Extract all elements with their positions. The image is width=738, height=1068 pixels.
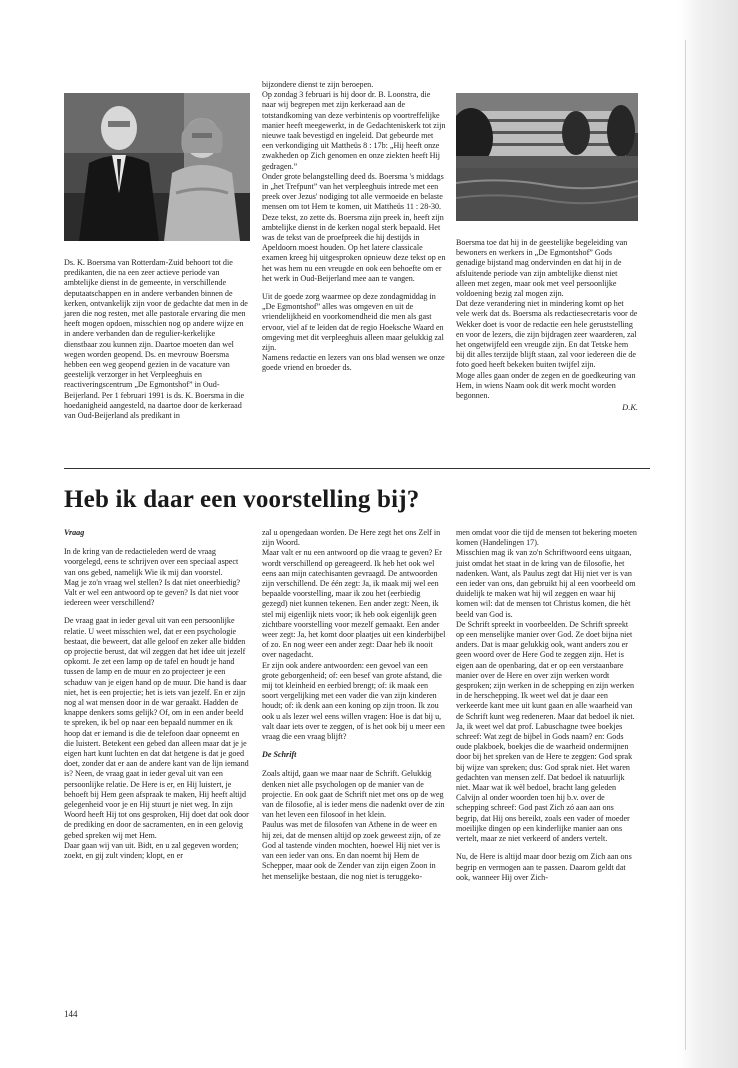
article-col1-para: In de kring van de redactieleden werd de vraag voorgelegd, eens te schrijven over een speciaal aspect van ons gebed, namelijk Wie ik mij dan voorstel. [64, 547, 239, 577]
top-col2-para: Op zondag 3 februari is hij door dr. B. Loonstra, die naar wij begrepen met zijn kerkeraad aan de totstandkoming van deze verbintenis op voortreffelijke manier heeft meegewerkt, in de Gedachteniskerk tot zijn nieuwe taak bevestigd en ingeleid. Dat gebeurde met een verkondiging uit Mattheüs 8 : 17b: „Hij heeft onze zwakheden op Zich genomen en onze ziekten heeft Hij gedragen.” [262, 90, 446, 171]
article-col2-para: Er zijn ook andere antwoorden: een gevoel van een grote geborgenheid; of: een besef van grote afstand, die mij tot kleinheid en eerbied brengt; of: ik maak een soort vergelijking met een vader die van zijn kinderen houdt; of: ik denk aan een koning op zijn troon. Ik zou ook u als lezer wel eens willen vragen: Hoe is dat bij u, valt daar iets over te zeggen, of is het ook bij u meer een vraag die een vraag blijft? [262, 660, 445, 742]
article-column-2 [262, 528, 446, 890]
top-column-3 [456, 238, 638, 412]
portrait-photo-illustration [64, 93, 250, 241]
author-signature: D.K. [622, 403, 638, 413]
article-col3-para: De Schrift spreekt in voorbeelden. De Schrift spreekt op een menselijke manier over God. Ze doet bijna niet anders. Dat is maar gelukkig ook, want anders zou er geen woord over de Here God te zeggen zijn. Het is eigen aan de openbaring, dat er op een verstaanbare manier over de Here en over zijn werken wordt gesproken; zijn werken in de schepping en zijn werken in de herschepping. Ik weet wel dat je daar een verkeerde kant mee uit kunt gaan en alle waarheid van de Schrift kunt weg redeneren. Maar dat bedoel ik niet. Ja, ik weet wel dat prof. Labuschagne twee boekjes schreef: Wat zegt de bijbel in Gods naam? en: Gods oude plakboek, boekjes die de waarheid ondermijnen door bij het spreken van de Here te zeggen: God sprak bij wijze van spreken; dus: God sprak niet. Het waren gedachten van mensen zelf. Dat bedoel ik natuurlijk niet. Maar wat ik wèl bedoel, bracht lang geleden Calvijn al onder woorden toen hij b.v. over de schepping schreef: God past Zich zó aan aan ons begrip, dat Hij ons bereikt, zoals een vader of moeder moeilijke dingen op een kinderlijke manier aan ons vertelt, maar ze niet verkeerd of anders vertelt. [456, 619, 635, 844]
portrait-photo [64, 93, 250, 241]
subhead-vraag: Vraag [64, 528, 85, 537]
article-column-3 [456, 528, 638, 891]
top-column-1 [64, 258, 250, 429]
top-col2-para: bijzondere dienst te zijn beroepen. [262, 80, 374, 89]
building-photo-illustration [456, 93, 638, 221]
top-col2-para: Onder grote belangstelling deed ds. Boersma 's middags in „het Trefpunt” van het verpleeghuis intrede met een preek over Jezus' nodiging tot alle vermoeide en belaste mensen om tot Hem te komen, uit Mattheüs 11 : 28-30. Deze tekst, zo zette ds. Boersma zijn preek in, heeft zijn ambtelijke dienst in de kerken nogal sterk bepaald. Het was de tekst van de proefpreek die hij destijds in Apeldoorn moest houden. Op het latere classicale examen kreeg hij uitgesproken opnieuw deze tekst op en het was hem nu een vreugde en ook een behoefte om er het werk in Oud-Beijerland mee aan te vangen. [262, 171, 446, 283]
article-title: Heb ik daar een voorstelling bij? [64, 486, 420, 513]
top-col3-para: Boersma toe dat hij in de geestelijke begeleiding van bewoners en werkers in „De Egmontshof” Gods genadige bijstand mag ondervinden en dat hij in de afsluitende periode van zijn ambtelijke dienst niet alleen met zegen, maar ook met veel persoonlijke voldoening bezig zal mogen zijn. [456, 238, 628, 299]
article-col2-para: Paulus was met de filosofen van Athene in de weer en hij zei, dat de mensen altijd op zoek geweest zijn, of ze God al tastende vinden mochten, hoewel Hij niet ver is van een ieder van ons. En dan noemt hij Hem de Schepper, maar ook de Zender van zijn eigen Zoon in het menselijke bestaan, die nog niet is teruggeko- [262, 820, 441, 881]
article-col3-para: Misschien mag ik van zo'n Schriftwoord eens uitgaan, juist omdat het staat in de kring van de filosofie, het nadenken. Want, als Paulus zegt dat Hij niet ver is van een ieder van ons, dan gebruikt hij al een voorbeeld om duidelijk te maken wat hij wil zeggen en waar hij komen wil: dat de mensen tot Christus komen, die hèt beeld van God is. [456, 548, 636, 619]
top-col2-para: Uit de goede zorg waarmee op deze zondagmiddag in „De Egmontshof” alles was omgeven en uit de vriendelijkheid en voorkomendheid die men als gast ervoor, viel af te leiden dat de regio Hoeksche Waard en omgeving met dit verpleeghuis alleen maar gelukkig zal zijn. [262, 292, 444, 353]
top-col1-para: Ds. K. Boersma van Rotterdam-Zuid behoort tot die predikanten, die na een zeer actieve periode van ambtelijke dienst in de gemeente, in verschillende deputaatschappen en in andere verbanden binnen de kerken, ontvankelijk zijn voor de gedachte dat men in de jaren die nog resten, met alle pastorale ervaring die men heeft mogen opdoen, misschien nog op andere wijze en in andere verbanden dan de regulier-kerkelijke dienstbaar zou kunnen zijn. Daartoe moeten dan wel wegen worden geopend. Ds. en mevrouw Boersma hebben een weg geopend gezien in de vacature van geestelijk verzorger in het Verpleeghuis en reactiveringscentrum „De Egmontshof” in Oud-Beijerland. Per 1 februari 1991 is ds. K. Boersma in die hoedanigheid aangesteld, na daartoe door de kerkeraad van Oud-Beijerland als predikant in [64, 258, 248, 421]
building-photo [456, 93, 638, 221]
article-col2-para: zal u opengedaan worden. De Here zegt het ons Zelf in zijn Woord. [262, 528, 441, 548]
page-edge-line [685, 40, 686, 1050]
top-column-2 [262, 80, 446, 382]
article-col2-para: Zoals altijd, gaan we maar naar de Schrift. Gelukkig denken niet alle psychologen op de manier van de projectie. En ook gaat de Schrift niet met ons op de weg van de filosofie, al is ieder mens die nadenkt over de zin van het leven een filosoof in het klein. [262, 769, 445, 820]
article-column-1 [64, 528, 250, 869]
top-col3-para: Moge alles gaan onder de zegen en de goedkeuring van Hem, in wiens Naam ook dit werk mocht worden begonnen. [456, 370, 636, 401]
top-col3-para: Dat deze verandering niet in mindering komt op het vele werk dat ds. Boersma als redactiesecretaris voor de Wekker doet is voor de redactie een hele geruststelling en voor de lezers, die zijn bijdragen zeer waarderen, zal het ongetwijfeld een vreugde zijn. En dat Tetske hem bij dit alles terzijde blijft staan, zal voor iedereen die de foto goed heeft bekeken buiten twijfel zijn. [456, 299, 638, 370]
subhead-schrift: De Schrift [262, 750, 297, 760]
article-col3-para: Nu, de Here is altijd maar door bezig om Zich aan ons begrip en vermogen aan te passen. Daarom geldt dat ook, wanneer Hij over Zich- [456, 852, 632, 882]
page-number: 144 [64, 1009, 78, 1019]
top-col2-para: Namens redactie en lezers van ons blad wensen we onze goede vriend en broeder ds. [262, 353, 445, 373]
article-col3-para: men omdat voor die tijd de mensen tot bekering moeten komen (Handelingen 17). [456, 528, 637, 548]
article-col1-para: De vraag gaat in ieder geval uit van een persoonlijke relatie. U weet misschien wel, dat er een psychologie bestaat, die beweert, dat alle geloof en zeker alle bidden op projectie berust, dat wil zeggen dat het idee uit jezelf opkomt. Je zet een lamp op de tafel en houdt je hand tussen de lamp en de muur en zo projecteer je een schaduw van je eigen hand op de muur. Die hand is daar niet, het is een projectie; het is iets van jezelf. En er zijn nog al wat mensen door in de war geraakt. Hadden de knappe denkers soms gelijk? Of, om in een ander beeld te spreken, ik bel op naar een bepaald nummer en ik hoop dat er iemand is die de telefoon daar opneemt en die luistert. Betekent een gebed dan alleen maar dat je je eigen hart kunt luchten en dat dat hetgene is dat je goed doet, zonder dat er aan de andere kant van de lijn iemand is? Neen, de vraag gaat in ieder geval uit van een persoonlijke relatie. De Here is er, en Hij luistert, je behoeft bij Hem geen afspraak te maken, Hij heeft altijd gelegenheid voor je en Hij stuurt je niet weg. In zijn Woord heeft Hij tot ons gesproken, Hij doet dat ook door de prediking en door de sacramenten, en in een gelovig gebed spreken wij met Hem. [64, 616, 249, 840]
article-col1-para: Mag je zo'n vraag wel stellen? Is dat niet oneerbiedig? Valt er wel een antwoord op te geven? Is dat niet voor iedereen weer verschillend? [64, 577, 241, 608]
section-divider [64, 468, 650, 469]
article-col2-para: Maar valt er nu een antwoord op die vraag te geven? Er wordt verschillend op gereageerd. Ik heb het ook wel eens aan mijn catechisanten gevraagd. De antwoorden zijn verschillend. De één zegt: Ja, ik maak mij wel een bepaalde voorstelling, maar ik zou het (eerbiedig gezegd) niet kunnen tekenen. Een ander zegt: Neen, ik stel mij eigenlijk niets voor; ik heb ook eigenlijk geen zichtbare voorstelling voor mezelf gemaakt. Een ander weer zegt: Ja, het komt door plaatjes uit een kinderbijbel of zo. En nog weer een ander zegt: Daar heb ik nooit over nagedacht. [262, 548, 446, 660]
page-edge [678, 0, 738, 1068]
article-col1-para: Daar gaan wij van uit. Bidt, en u zal gegeven worden; zoekt, en gij zult vinden; klopt, en er [64, 840, 239, 861]
